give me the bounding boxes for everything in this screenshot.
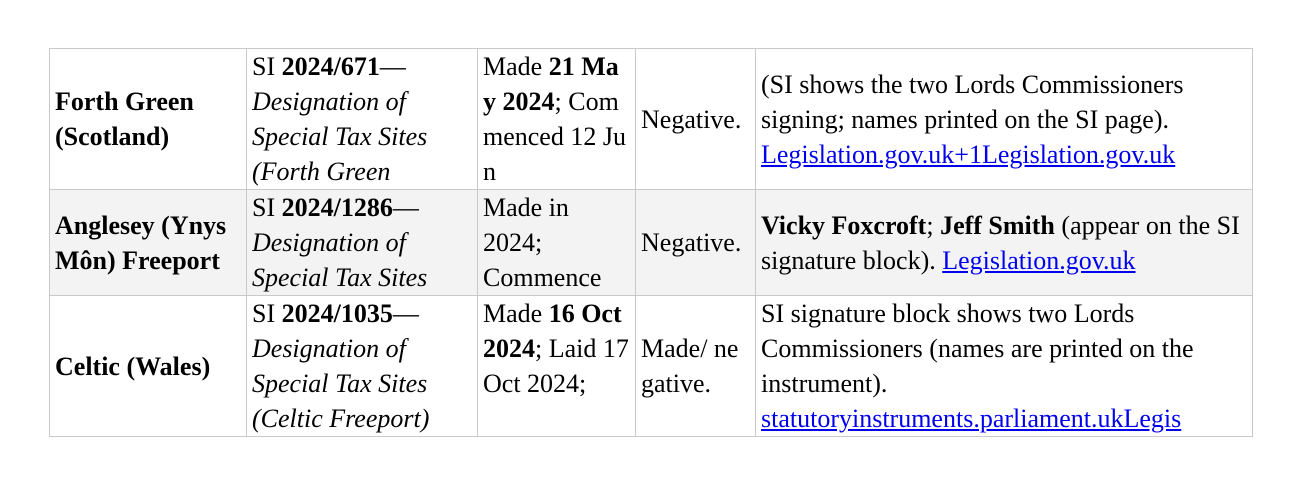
si-number: 2024/1286 <box>281 193 393 222</box>
source-link[interactable]: Legislation.gov.uk <box>942 245 1136 275</box>
signatory-name-2: Jeff Smith <box>940 210 1055 240</box>
site-name: Anglesey (Ynys Môn) Freeport <box>55 210 227 275</box>
si-prefix: SI <box>252 299 282 328</box>
dates-text-after: ; Commenced 12 Jun <box>483 87 626 186</box>
procedure-text: Negative. <box>641 104 742 134</box>
site-cell <box>50 296 247 437</box>
si-prefix: SI <box>252 193 282 222</box>
si-cell <box>247 190 478 296</box>
si-cell <box>247 296 478 437</box>
source-link[interactable]: statutoryinstruments.parliament.ukLegis <box>761 404 1182 433</box>
special-tax-sites-table <box>49 48 1253 437</box>
procedure-cell <box>636 190 756 296</box>
signatory-name-1: Vicky Foxcroft <box>761 210 927 240</box>
table-row <box>50 49 1253 190</box>
site-name: Forth Green (Scotland) <box>55 87 194 151</box>
signatory-separator: ; <box>926 210 941 240</box>
si-dash: — <box>392 193 419 222</box>
si-prefix: SI <box>252 52 282 81</box>
made-date: 21 May 2024 <box>483 52 619 116</box>
signatories-text: (SI shows the two Lords Commissioners signing; names printed on the SI page). <box>761 69 1184 134</box>
dates-text: Made in 2024; Commence <box>483 193 602 292</box>
dates-text: Made <box>483 52 549 81</box>
site-name: Celtic (Wales) <box>55 351 211 381</box>
made-date: 16 Oct 2024 <box>483 299 622 363</box>
si-title: Designation of Special Tax Sites <box>252 228 428 292</box>
signatories-cell <box>756 190 1253 296</box>
dates-text: Made <box>483 299 549 328</box>
si-title: Designation of Special Tax Sites (Celtic Freeport) <box>252 334 430 433</box>
signatories-cell <box>756 296 1253 437</box>
site-cell <box>50 49 247 190</box>
si-number: 2024/1035 <box>281 299 393 328</box>
signatories-text: (appear on the SI signature block). <box>761 210 1240 275</box>
dates-cell <box>478 296 636 437</box>
procedure-text: Made/ negative. <box>641 334 739 398</box>
procedure-text: Negative. <box>641 228 742 257</box>
source-link[interactable]: Legislation.gov.uk+1Legislation.gov.uk <box>761 139 1176 169</box>
procedure-cell <box>636 49 756 190</box>
dates-cell <box>478 190 636 296</box>
signatories-text: SI signature block shows two Lords Commissioners (names are printed on the instrument). <box>761 299 1194 398</box>
dates-cell <box>478 49 636 190</box>
signatories-cell <box>756 49 1253 190</box>
table-row <box>50 296 1253 437</box>
si-number: 2024/671 <box>281 52 380 81</box>
si-title: Designation of Special Tax Sites (Forth Green <box>252 87 428 186</box>
table-row <box>50 190 1253 296</box>
si-dash: — <box>379 52 406 81</box>
procedure-cell <box>636 296 756 437</box>
si-cell <box>247 49 478 190</box>
dates-text-after: ; Laid 17 Oct 2024; <box>483 334 629 398</box>
site-cell <box>50 190 247 296</box>
si-dash: — <box>392 299 419 328</box>
